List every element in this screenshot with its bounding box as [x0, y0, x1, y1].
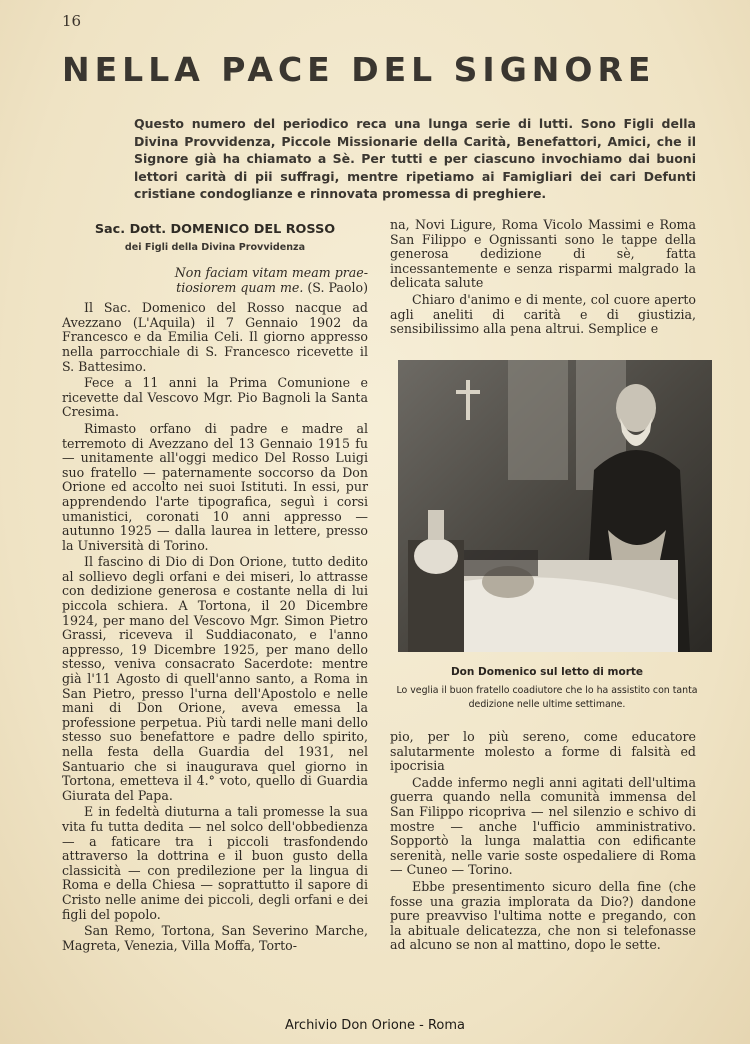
epigraph-text: Non faciam vitam meam praetiosiorem quam me.	[174, 265, 368, 296]
epigraph	[162, 265, 368, 295]
right-column-top	[390, 218, 696, 337]
photo-caption-title: Don Domenico sul letto di morte	[450, 666, 644, 678]
body-paragraph: Cadde infermo negli anni agitati dell'ultima guerra quando nella comunità immensa del San Filippo ricopriva — nel silenzio e schivo di mostre — anche l'ufficio amministrativo. Sopportò la lunga malattia con edificante serenità, nelle varie soste ospedaliere di Roma — Cuneo — Torino.	[390, 774, 696, 878]
deceased-congregation: dei Figli della Divina Provvidenza	[124, 241, 306, 253]
body-paragraph: Ebbe presentimento sicuro della fine (che fosse una grazia implorata da Dio?) dandone pure preavviso l'ultima notte e pregando, con la abituale delicatezza, che non si telefonasse ad alcuno se non al mattino, dopo le sette.	[390, 878, 696, 953]
left-column	[62, 223, 368, 953]
body-paragraph: na, Novi Ligure, Roma Vicolo Massimi e Roma San Filippo e Ognissanti sono le tappe della generosa dedizione di sè, fatta incessantemente e senza risparmi malgrado la delicata salute	[390, 217, 696, 291]
intro-paragraph: Questo numero del periodico reca una lunga serie di lutti. Sono Figli della Divina Provvidenza, Piccole Missionarie della Carità, Benefattori, Amici, che il Signore già ha chiamato a Sè. Per tutti e per ciascuno invochiamo dai buoni lettori carità di pii suffragi, mentre ripetiamo ai Famigliari dei cari Defunti cristiane condoglianze e rinnovata promessa di preghiere.	[134, 116, 696, 202]
body-paragraph: Il Sac. Domenico del Rosso nacque ad Avezzano (L'Aquila) il 7 Gennaio 1902 da Francesco e da Emilia Celi. Il giorno appresso nella parrocchiale di S. Francesco ricevette il S. Battesimo.	[62, 300, 368, 374]
photo-caption-text: Lo veglia il buon fratello coadiutore che lo ha assistito con tanta dedizione nelle ultime settimane.	[396, 685, 698, 710]
deceased-name: Sac. Dott. DOMENICO DEL ROSSO	[94, 222, 336, 237]
right-column-bottom	[390, 730, 696, 953]
body-paragraph: Rimasto orfano di padre e madre al terremoto di Avezzano del 13 Gennaio 1915 fu — unitamente all'oggi medico Del Rosso Luigi suo fratello — paternamente soccorso da Don Orione ed accolto nei suoi Istituti. In essi, pur apprendendo l'arte tipografica, seguì i corsi umanistici, coronati 10 anni appresso — autunno 1925 — dalla laurea in lettere, presso la Università di Torino.	[62, 420, 368, 553]
body-paragraph: Chiaro d'animo e di mente, col cuore aperto agli aneliti di carità e di giustizia, sensibilissimo alla pena altrui. Semplice e	[390, 291, 696, 337]
bleed-through-text	[120, 88, 640, 110]
obituary-heading	[62, 223, 368, 255]
epigraph-source: (S. Paolo)	[307, 280, 368, 296]
body-paragraph: E in fedeltà diuturna a tali promesse la sua vita fu tutta dedita — nel solco dell'obbedienza — a faticare tra i piccoli trasfondendo attraverso la dottrina e il buon gusto della classicità — con predilezione per la lingua di Roma e della Chiesa — soprattutto il sapore di Cristo nelle anime dei piccoli, degli orfani e dei figli del popolo.	[62, 804, 368, 922]
body-paragraph: San Remo, Tortona, San Severino Marche, Magreta, Venezia, Villa Moffa, Torto-	[62, 923, 368, 953]
body-paragraph: Il fascino di Dio di Don Orione, tutto dedito al sollievo degli orfani e dei miseri, lo attrasse con dedizione generosa e costante nella di lui piccola schiera. A Tortona, il 20 Dicembre 1924, per mano del Vescovo Mgr. Simon Pietro Grassi, riceveva il Suddiaconato, e l'anno appresso, 19 Dicembre 1925, per mano dello stesso, veniva consacrato Sacerdote: mentre già l'11 Agosto di quell'anno santo, a Roma in San Pietro, presso l'urna dell'Apostolo e nelle mani di Don Orione, aveva emessa la professione perpetua. Più tardi nelle mani dello stesso suo benefattore e padre dello spirito, nella festa della Guardia del 1931, nel Santuario che si inaugurava quel giorno in Tortona, emetteva il 4.° voto, quello di Guardia Giurata del Papa.	[62, 554, 368, 803]
body-paragraph: Fece a 11 anni la Prima Comunione e ricevette dal Vescovo Mgr. Pio Bagnoli la Santa Cresima.	[62, 375, 368, 420]
page-number: 16	[62, 12, 82, 30]
body-paragraph: pio, per lo più sereno, come educatore salutarmente molesto a forme di falsità ed ipocrisia	[390, 729, 696, 774]
deathbed-photo	[398, 360, 712, 652]
archive-footer: Archivio Don Orione - Roma	[284, 1018, 466, 1033]
headline: NELLA PACE DEL SIGNORE	[62, 50, 656, 89]
